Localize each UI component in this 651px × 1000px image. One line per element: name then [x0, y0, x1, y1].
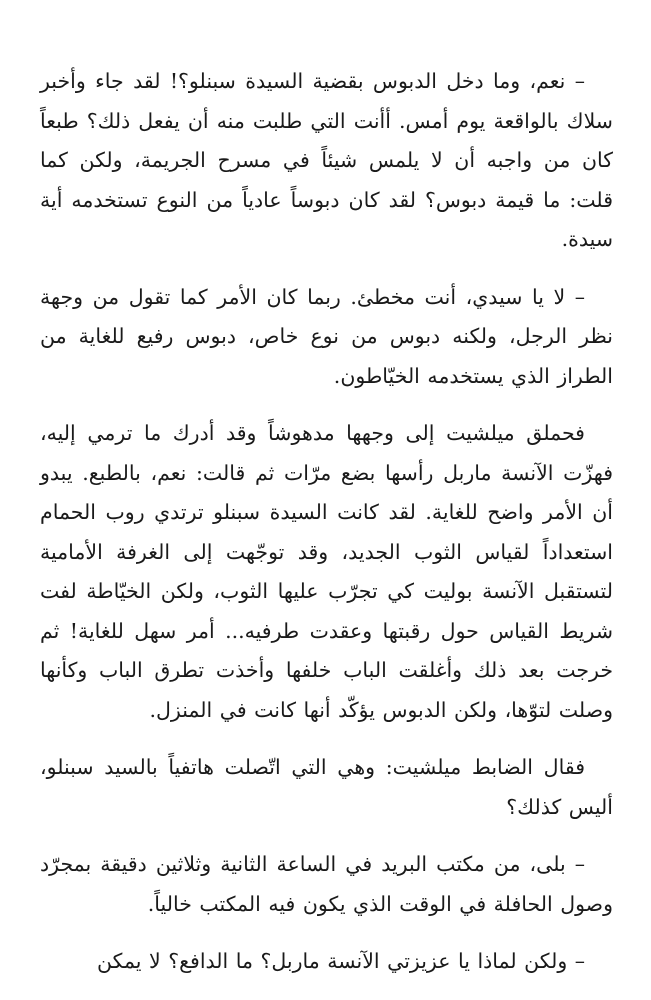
paragraph-6: – ولكن لماذا يا عزيزتي الآنسة ماربل؟ ما الدافع؟ لا يمكن — [97, 949, 585, 973]
paragraph-3: فحملق ميلشيت إلى وجهها مدهوشاً وقد أدرك ما ترمي إليه، فهزّت الآنسة ماربل رأسها بضع مرّات ثم قالت: نعم، بالطبع. يبدو أن الأمر واضح للغاية. لقد كانت السيدة سبنلو ترتدي روب الحمام استعداداً لقياس الثوب الجديد، وقد توجّهت إلى الغرفة الأمامية لتستقبل الآنسة بوليت كي تجرّب عليها الثوب، ولكن الخيّاطة لفت شريط القياس حول رقبتها وعقدت طرفيه... أمر سهل للغاية! ثم خرجت بعد ذلك وأغلقت الباب خلفها وأخذت تطرق الباب وكأنها وصلت لتوّها، ولكن الدبوس يؤكّد أنها كانت في المنزل. — [40, 421, 613, 722]
paragraph-4: فقال الضابط ميلشيت: وهي التي اتّصلت هاتفياً بالسيد سبنلو، أليس كذلك؟ — [40, 755, 613, 819]
paragraph-1: – نعم، وما دخل الدبوس بقضية السيدة سبنلو؟! لقد جاء وأخبر سلاك بالواقعة يوم أمس. أأنت التي طلبت منه أن يفعل ذلك؟ طبعاً كان من واجبه أن لا يلمس شيئاً في مسرح الجريمة، ولكن كما قلت: ما قيمة دبوس؟ لقد كان دبوساً عادياً من النوع تستخدمه أية سيدة. — [40, 69, 613, 251]
paragraph-5: – بلى، من مكتب البريد في الساعة الثانية وثلاثين دقيقة بمجرّد وصول الحافلة في الوقت الذي يكون فيه المكتب خالياً. — [40, 852, 613, 916]
paragraph-2: – لا يا سيدي، أنت مخطئ. ربما كان الأمر كما تقول من وجهة نظر الرجل، ولكنه دبوس من نوع خاص، دبوس رفيع للغاية من الطراز الذي يستخدمه الخيّاطون. — [40, 284, 613, 388]
